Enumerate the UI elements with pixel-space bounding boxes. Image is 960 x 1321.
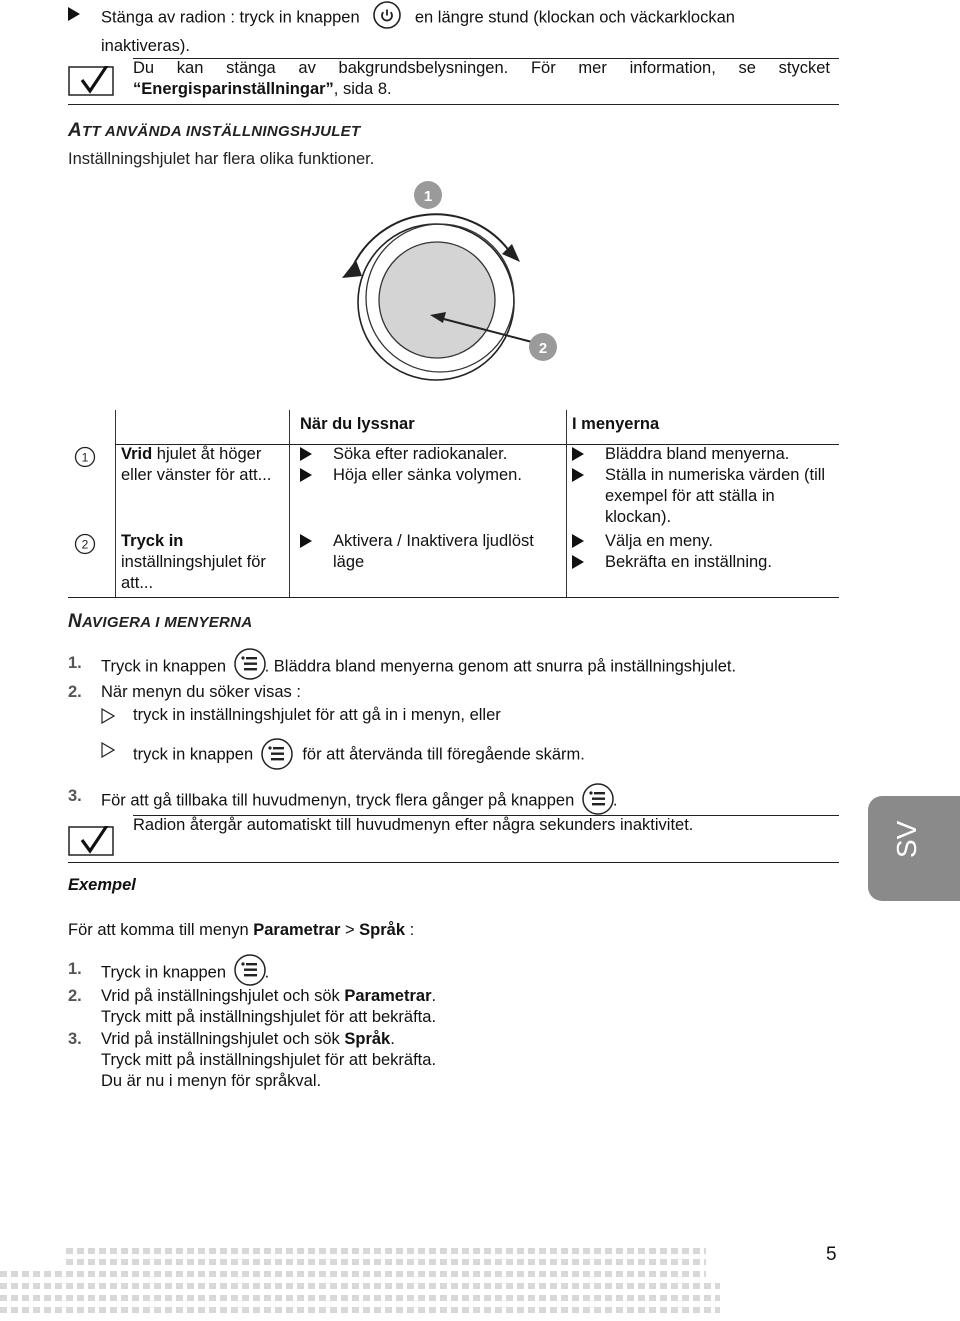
- footer-dots-row-3: [0, 1271, 706, 1277]
- table-col-line-2: [289, 410, 290, 598]
- table-col-line-1: [115, 410, 116, 598]
- footer-dots-row-5: [0, 1295, 720, 1301]
- example-intro: [68, 920, 414, 941]
- section1-intro: Inställningshjulet har flera olika funktioner.: [68, 150, 375, 168]
- example-intro-gt: >: [340, 921, 360, 939]
- menu-list-icon: [233, 647, 267, 681]
- row1-marker-icon: [74, 446, 96, 468]
- checkmark-note-icon: [68, 826, 114, 856]
- triangle-bullet-icon: [572, 447, 584, 461]
- example-step1-after: .: [264, 963, 270, 982]
- list-item: [572, 531, 834, 552]
- radio-off-line2: inaktiveras).: [101, 37, 190, 55]
- list-item: [300, 531, 562, 573]
- step2-text: När menyn du söker visas :: [101, 683, 301, 701]
- menu-list-icon: [233, 953, 267, 987]
- note1-tail: , sida 8.: [333, 80, 392, 98]
- section1-title-rest: TT ANVÄNDA INSTÄLLNINGSHJULET: [82, 123, 361, 140]
- row2-menus-list: [572, 531, 834, 573]
- note2-rule-bottom: [68, 862, 839, 863]
- language-tab-label: SV: [891, 820, 922, 858]
- list-item: [300, 465, 562, 486]
- step2-sub1: tryck in inställningshjulet för att gå in i menyn, eller: [133, 706, 501, 724]
- example-heading: Exempel: [68, 876, 136, 894]
- example-intro-lang: Språk: [359, 921, 406, 939]
- callout-2-label: 2: [538, 340, 548, 357]
- triangle-bullet-icon: [68, 7, 80, 21]
- triangle-bullet-icon: [300, 447, 312, 461]
- row2-action: [121, 531, 286, 594]
- example-step3-bold: Språk: [344, 1030, 391, 1048]
- row1-listening-1: Höja eller sänka volymen.: [333, 466, 522, 484]
- row2-action-bold: Tryck in: [121, 532, 184, 550]
- triangle-bullet-icon: [300, 534, 312, 548]
- step1-line: [101, 653, 736, 681]
- note1-text-line2: [133, 79, 392, 100]
- triangle-bullet-icon: [572, 555, 584, 569]
- row1-action-rest: hjulet åt höger eller vänster för att...: [121, 445, 272, 484]
- row1-menus-0: Bläddra bland menyerna.: [605, 445, 790, 463]
- example-step3-line1: [101, 1029, 436, 1050]
- row2-listening-list: [300, 531, 562, 573]
- step1-before: Tryck in knappen: [101, 657, 227, 676]
- dial-figure: [0, 170, 960, 420]
- row1-menus-1: Ställa in numeriska värden (till exempel för att ställa in klockan).: [605, 466, 826, 526]
- page-number: 5: [826, 1244, 837, 1265]
- example-step3-text: [101, 1029, 436, 1092]
- row2-marker-label: 2: [81, 537, 89, 552]
- checkmark-note-icon: [68, 66, 114, 96]
- step2-sub2: [133, 739, 585, 771]
- row1-marker-label: 1: [81, 450, 89, 465]
- footer-dots-row-1: [66, 1248, 706, 1254]
- footer-dots-row-4: [0, 1283, 720, 1289]
- example-step2-line2: Tryck mitt på inställningshjulet för att bekräfta.: [101, 1008, 437, 1026]
- row2-menus-0: Välja en meny.: [605, 532, 713, 550]
- example-step3-after: .: [390, 1030, 395, 1048]
- row1-listening-list: [300, 444, 562, 486]
- step1-after: . Bläddra bland menyerna genom att snurra på inställningshjulet.: [264, 657, 737, 676]
- list-item: [300, 444, 562, 465]
- example-step2-after: .: [431, 987, 437, 1005]
- footer-dots-row-6: [0, 1307, 720, 1313]
- note1-line1: Du kan stänga av bakgrundsbelysningen. För mer information, se stycket: [133, 59, 830, 77]
- example-step3-line3: Du är nu i menyn för språkval.: [101, 1072, 322, 1090]
- triangle-bullet-icon: [572, 468, 584, 482]
- triangle-bullet-icon: [300, 468, 312, 482]
- row2-menus-1: Bekräfta en inställning.: [605, 553, 772, 571]
- callout-1-label: 1: [423, 188, 433, 205]
- callout-2: [529, 333, 557, 361]
- list-item: [572, 465, 834, 528]
- step1-number: 1.: [68, 654, 82, 672]
- outline-triangle-bullet-icon: [101, 708, 115, 724]
- row2-action-rest: inställningshjulet för att...: [121, 553, 266, 592]
- section1-title-first: A: [68, 120, 83, 141]
- example-intro-after: :: [405, 921, 415, 939]
- step2-sub2-before: tryck in knappen: [133, 745, 254, 764]
- note2-text: Radion återgår automatiskt till huvudmenyn efter några sekunders inaktivitet.: [133, 816, 694, 834]
- row2-marker-icon: [74, 533, 96, 555]
- row1-listening-0: Söka efter radiokanaler.: [333, 445, 508, 463]
- outline-triangle-bullet-icon: [101, 742, 115, 758]
- step3-after: .: [612, 791, 618, 810]
- table-bottom-rule: [68, 597, 839, 598]
- example-step2-before: Vrid på inställningshjulet och sök: [101, 987, 345, 1005]
- example-intro-param: Parametrar: [253, 921, 341, 939]
- menu-list-icon: [581, 782, 615, 816]
- note1-text: [133, 58, 830, 79]
- step3-before: För att gå tillbaka till huvudmenyn, tryck flera gånger på knappen: [101, 791, 575, 810]
- example-step2-line1: [101, 986, 436, 1007]
- section2-title-first: N: [68, 611, 83, 632]
- example-step2-bold: Parametrar: [344, 987, 432, 1005]
- row1-action: [121, 444, 286, 486]
- power-icon: [370, 0, 404, 32]
- section2-title: [68, 611, 252, 633]
- table-header-menus: I menyerna: [572, 415, 660, 433]
- radio-off-text-before: Stänga av radion : tryck in knappen: [101, 8, 360, 27]
- example-step2-text: [101, 986, 436, 1028]
- triangle-bullet-icon: [572, 534, 584, 548]
- footer-dots-row-2: [66, 1259, 706, 1265]
- step3-number: 3.: [68, 787, 82, 805]
- example-intro-before: För att komma till menyn: [68, 921, 254, 939]
- radio-off-text-after: en längre stund (klockan och väckarklockan: [414, 8, 735, 27]
- radio-off-line: [101, 4, 735, 32]
- example-step3-line2: Tryck mitt på inställningshjulet för att bekräfta.: [101, 1051, 437, 1069]
- section2-title-rest: AVIGERA I MENYERNA: [82, 614, 253, 631]
- menu-list-icon: [260, 737, 294, 771]
- radio-off-bullet: [68, 6, 80, 27]
- section1-title: [68, 120, 360, 142]
- step3-line: [101, 786, 617, 816]
- example-step2-number: 2.: [68, 987, 82, 1005]
- example-step3-before: Vrid på inställningshjulet och sök: [101, 1030, 345, 1048]
- table-header-listening: När du lyssnar: [300, 415, 415, 433]
- table-col-line-3: [566, 410, 567, 598]
- step2-sub2-after: för att återvända till föregående skärm.: [302, 745, 585, 764]
- row1-menus-list: [572, 444, 834, 528]
- example-step1-before: Tryck in knappen: [101, 963, 227, 982]
- note1-rule-bottom: [68, 104, 839, 105]
- example-step1-line: [101, 959, 269, 987]
- example-step3-number: 3.: [68, 1030, 82, 1048]
- list-item: [572, 444, 834, 465]
- example-step1-number: 1.: [68, 960, 82, 978]
- row1-action-bold: Vrid: [121, 445, 153, 463]
- note1-bold: “Energisparinställningar”: [133, 80, 334, 98]
- row2-listening-0: Aktivera / Inaktivera ljudlöst läge: [333, 532, 534, 571]
- list-item: [572, 552, 834, 573]
- dial-knob-icon: [358, 224, 514, 380]
- step2-number: 2.: [68, 683, 82, 701]
- callout-1: [414, 181, 442, 209]
- language-tab[interactable]: [868, 796, 960, 901]
